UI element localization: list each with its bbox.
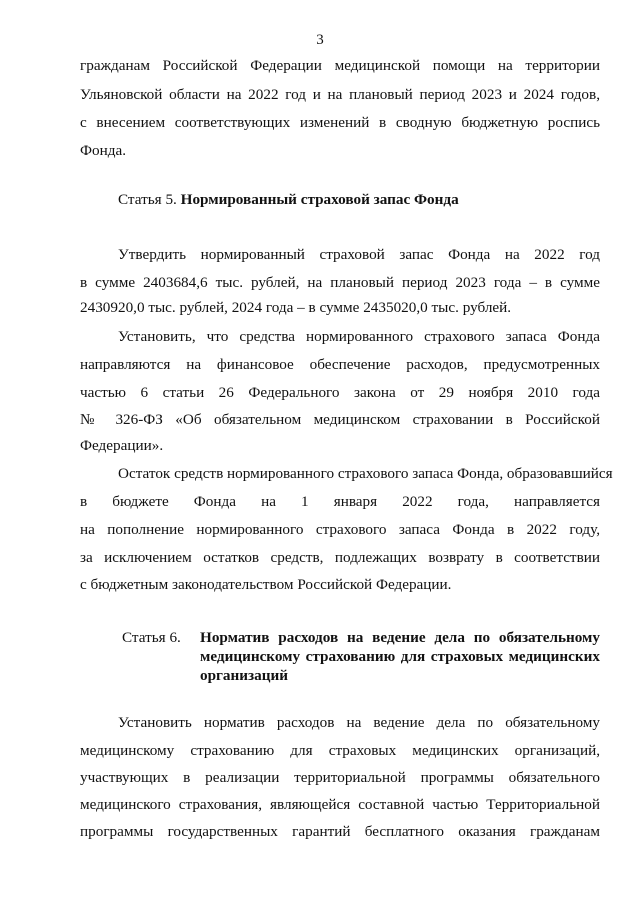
text-line: Остаток средств нормированного страхового запаса Фонда, образовавшийся xyxy=(118,465,613,482)
article-6-title xyxy=(200,628,600,685)
article-5-title: Нормированный страховой запас Фонда xyxy=(180,191,459,208)
article-5-label: Статья 5. xyxy=(118,191,177,208)
text-line: медицинского страхования, являющейся составной частью Территориальной xyxy=(80,796,600,813)
text-line: гражданам Российской Федерации медицинской помощи на территории xyxy=(80,57,600,74)
page-number: 3 xyxy=(316,32,324,48)
text-line: с внесением соответствующих изменений в сводную бюджетную роспись xyxy=(80,114,600,131)
text-line: № 326-ФЗ «Об обязательном медицинском страховании в Российской xyxy=(80,411,600,428)
article-6-title-line: организаций xyxy=(200,667,288,684)
text-line: частью 6 статьи 26 Федерального закона от 29 ноября 2010 года xyxy=(80,384,600,401)
text-line: с бюджетным законодательством Российской Федерации. xyxy=(80,576,452,593)
text-line: в бюджете Фонда на 1 января 2022 года, направляется xyxy=(80,493,600,510)
text-line: 2430920,0 тыс. рублей, 2024 года – в сумме 2435020,0 тыс. рублей. xyxy=(80,299,512,316)
text-line: Фонда. xyxy=(80,142,126,159)
text-line: Ульяновской области на 2022 год и на плановый период 2023 и 2024 годов, xyxy=(80,86,600,103)
text-line: за исключением остатков средств, подлежащих возврату в соответствии xyxy=(80,549,600,566)
text-line: в сумме 2403684,6 тыс. рублей, на плановый период 2023 года – в сумме xyxy=(80,274,600,291)
article-6-label: Статья 6. xyxy=(122,629,181,646)
text-line: программы государственных гарантий бесплатного оказания гражданам xyxy=(80,823,600,840)
text-line: направляются на финансовое обеспечение расходов, предусмотренных xyxy=(80,356,600,373)
text-line: на пополнение нормированного страхового запаса Фонда в 2022 году, xyxy=(80,521,600,538)
text-line: участвующих в реализации территориальной программы обязательного xyxy=(80,769,600,786)
article-6-title-line: медицинскому страхованию для страховых медицинских xyxy=(200,648,600,665)
article-6-title-line: Норматив расходов на ведение дела по обязательному xyxy=(200,629,600,646)
text-line: Федерации». xyxy=(80,437,164,454)
text-line: Установить, что средства нормированного страхового запаса Фонда xyxy=(118,328,600,345)
text-line: медицинскому страхованию для страховых медицинских организаций, xyxy=(80,742,600,759)
text-line: Утвердить нормированный страховой запас Фонда на 2022 год xyxy=(118,246,600,263)
text-line: Установить норматив расходов на ведение дела по обязательному xyxy=(118,714,600,731)
article-5-heading xyxy=(118,190,459,210)
